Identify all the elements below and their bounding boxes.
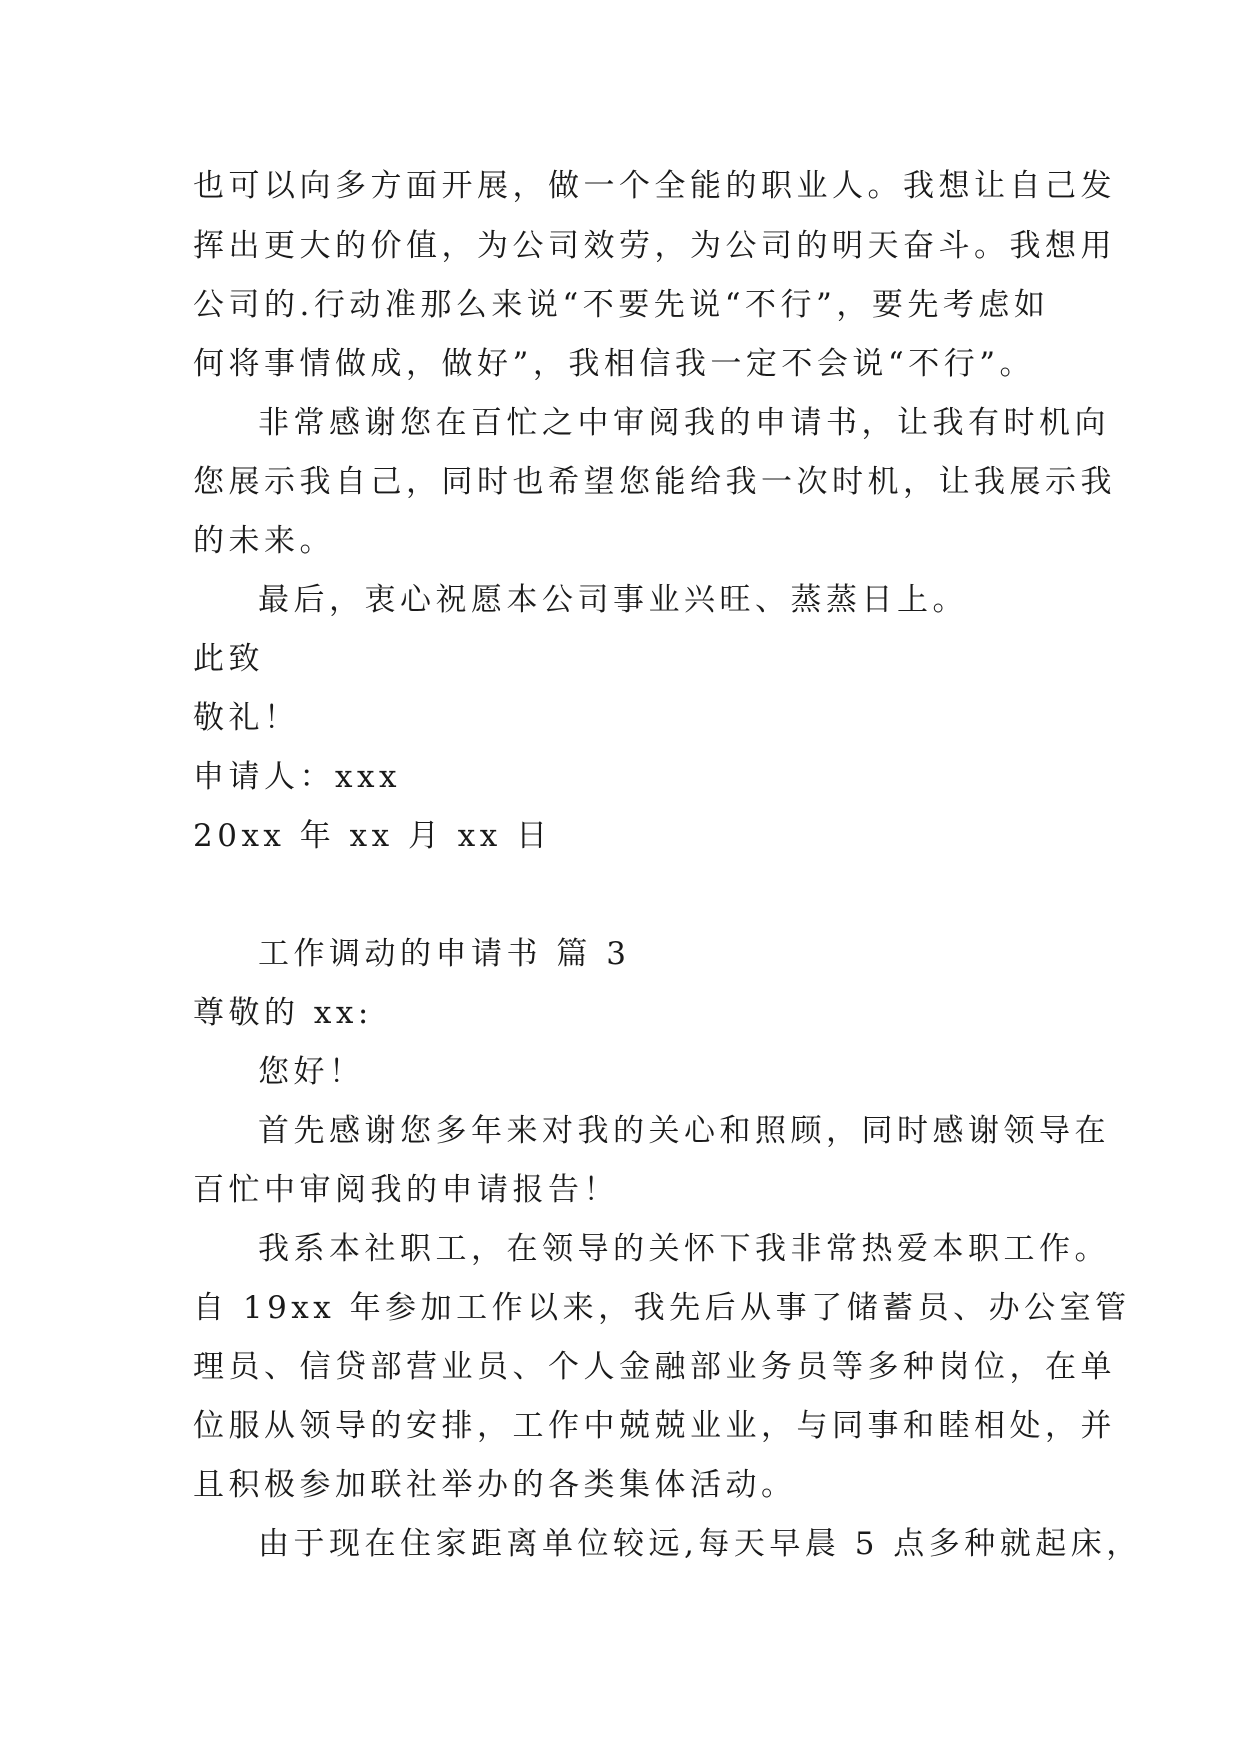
paragraph-line-2: 挥出更大的价值，为公司效劳，为公司的明天奋斗。我想用 <box>193 228 1116 264</box>
paragraph-line-13: 理员、信贷部营业员、个人金融部业务员等多种岗位，在单 <box>193 1349 1116 1385</box>
paragraph-line-5: 非常感谢您在百忙之中审阅我的申请书，让我有时机向 <box>258 405 1110 441</box>
section-title: 工作调动的申请书 篇 3 <box>258 936 631 972</box>
paragraph-line-4: 何将事情做成，做好”，我相信我一定不会说“不行”。 <box>193 346 1036 382</box>
paragraph-line-8: 最后，衷心祝愿本公司事业兴旺、蒸蒸日上。 <box>258 582 968 618</box>
paragraph-line-3: 公司的.行动准那么来说“不要先说“不行”，要先考虑如 <box>193 287 1050 323</box>
greeting: 您好！ <box>258 1054 365 1090</box>
recipient-salutation: 尊敬的 xx: <box>193 995 373 1031</box>
paragraph-line-7: 的未来。 <box>193 523 335 559</box>
paragraph-line-15: 且积极参加联社举办的各类集体活动。 <box>193 1467 797 1503</box>
paragraph-line-9: 首先感谢您多年来对我的关心和照顾，同时感谢领导在 <box>258 1113 1110 1149</box>
paragraph-line-1: 也可以向多方面开展，做一个全能的职业人。我想让自己发 <box>193 168 1116 204</box>
letter-date: 20xx 年 xx 月 xx 日 <box>193 818 552 854</box>
closing-salutation: 此致 <box>193 641 264 677</box>
paragraph-line-10: 百忙中审阅我的申请报告！ <box>193 1172 619 1208</box>
paragraph-line-14: 位服从领导的安排，工作中兢兢业业，与同事和睦相处，并 <box>193 1408 1116 1444</box>
applicant-name: 申请人：xxx <box>193 759 401 795</box>
paragraph-line-6: 您展示我自己，同时也希望您能给我一次时机，让我展示我 <box>193 464 1116 500</box>
paragraph-line-16: 由于现在住家距离单位较远,每天早晨 5 点多种就起床， <box>258 1526 1142 1562</box>
paragraph-line-11: 我系本社职工，在领导的关怀下我非常热爱本职工作。 <box>258 1231 1110 1267</box>
closing-regards: 敬礼！ <box>193 700 300 736</box>
paragraph-line-12: 自 19xx 年参加工作以来，我先后从事了储蓄员、办公室管 <box>193 1290 1131 1326</box>
